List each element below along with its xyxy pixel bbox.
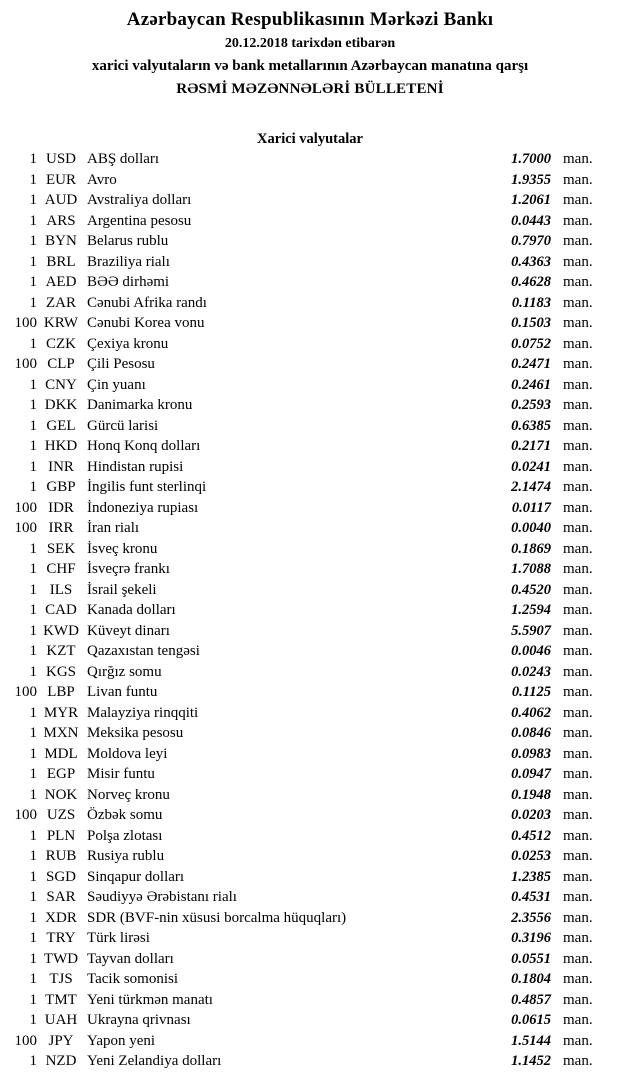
row-currency-code: NOK	[44, 786, 78, 803]
row-quantity: 100	[14, 520, 37, 536]
row-currency-code: CZK	[46, 335, 76, 352]
table-row	[0, 969, 620, 990]
row-rate: 0.0253	[511, 848, 551, 864]
row-currency-name: Çexiya kronu	[87, 335, 169, 352]
row-quantity: 1	[29, 766, 37, 782]
row-unit-label: man.	[563, 151, 593, 167]
row-rate: 0.0040	[511, 520, 551, 536]
row-rate: 1.2061	[511, 192, 551, 208]
row-currency-code: USD	[45, 151, 76, 167]
row-quantity: 1	[29, 540, 37, 557]
row-unit-label: man.	[563, 971, 593, 987]
table-row	[0, 723, 620, 744]
table-row	[0, 334, 620, 355]
row-quantity: 1	[29, 930, 37, 946]
bulletin-subtitle: xarici valyutaların və bank metallarının Azərbaycan manatına qarşı	[91, 58, 529, 74]
row-currency-code: UZS	[46, 807, 76, 823]
row-currency-name: Qırğız somu	[87, 663, 162, 680]
row-quantity: 1	[29, 848, 37, 864]
row-currency-code: AUD	[44, 192, 78, 208]
row-unit-label: man.	[563, 294, 593, 311]
row-quantity: 100	[14, 499, 37, 516]
row-currency-name: BƏƏ dirhəmi	[87, 274, 170, 290]
row-rate: 1.2385	[511, 868, 551, 885]
table-row	[0, 436, 620, 457]
table-row	[0, 190, 620, 211]
row-unit-label: man.	[563, 171, 593, 188]
row-currency-name: Meksika pesosu	[87, 725, 184, 741]
row-rate: 0.0243	[511, 663, 551, 680]
row-rate: 0.2471	[511, 356, 551, 372]
table-row	[0, 990, 620, 1011]
row-currency-code: GBP	[46, 479, 76, 495]
row-unit-label: man.	[563, 499, 593, 516]
row-currency-name: Livan funtu	[87, 684, 158, 700]
row-currency-name: Özbək somu	[87, 807, 163, 823]
row-unit-label: man.	[563, 663, 593, 680]
table-row	[0, 1051, 620, 1072]
row-quantity: 1	[29, 233, 37, 249]
row-currency-code: HKD	[44, 438, 78, 454]
row-rate: 0.4520	[511, 581, 551, 598]
row-currency-name: Ukrayna qrivnası	[87, 1012, 191, 1028]
table-row	[0, 211, 620, 232]
row-quantity: 1	[29, 274, 37, 290]
row-currency-code: GEL	[46, 417, 76, 434]
table-row	[0, 846, 620, 867]
row-unit-label: man.	[563, 233, 593, 249]
row-unit-label: man.	[563, 335, 593, 352]
table-row	[0, 805, 620, 826]
row-currency-name: SDR (BVF-nin xüsusi borcalma hüquqları)	[87, 909, 347, 926]
table-row	[0, 313, 620, 334]
row-currency-name: Kanada dolları	[87, 602, 176, 618]
row-unit-label: man.	[563, 356, 593, 372]
row-unit-label: man.	[563, 376, 593, 393]
row-quantity: 1	[29, 868, 37, 885]
row-unit-label: man.	[563, 561, 593, 577]
row-unit-label: man.	[563, 991, 593, 1008]
row-unit-label: man.	[563, 807, 593, 823]
row-currency-code: INR	[48, 458, 74, 475]
row-unit-label: man.	[563, 909, 593, 926]
row-unit-label: man.	[563, 1053, 593, 1069]
bank-name: Azərbaycan Respublikasının Mərkəzi Bankı	[126, 9, 494, 30]
row-quantity: 1	[29, 909, 37, 926]
table-row	[0, 170, 620, 191]
row-rate: 0.4531	[511, 889, 551, 905]
row-currency-code: KWD	[43, 622, 79, 639]
row-rate: 5.5907	[511, 622, 551, 639]
row-currency-name: Avro	[87, 171, 117, 188]
row-quantity: 1	[29, 458, 37, 475]
row-currency-code: TMT	[45, 991, 77, 1008]
row-unit-label: man.	[563, 315, 593, 331]
row-unit-label: man.	[563, 540, 593, 557]
row-quantity: 100	[14, 356, 37, 372]
row-unit-label: man.	[563, 438, 593, 454]
row-currency-name: Sinqapur dolları	[87, 868, 185, 885]
row-currency-name: Tacik somonisi	[87, 971, 179, 987]
row-currency-name: Küveyt dinarı	[87, 622, 170, 639]
row-currency-code: EUR	[46, 171, 76, 188]
row-unit-label: man.	[563, 397, 593, 413]
row-quantity: 1	[29, 622, 37, 639]
row-currency-name: İndoneziya rupiası	[87, 499, 199, 516]
row-currency-name: Yapon yeni	[87, 1032, 156, 1049]
row-unit-label: man.	[563, 479, 593, 495]
table-row	[0, 887, 620, 908]
row-currency-code: TWD	[43, 950, 79, 967]
table-row	[0, 375, 620, 396]
row-currency-code: ZAR	[46, 294, 76, 311]
row-rate: 0.1804	[511, 971, 551, 987]
table-row	[0, 539, 620, 560]
row-unit-label: man.	[563, 192, 593, 208]
section-title-foreign-currencies: Xarici valyutalar	[257, 131, 363, 147]
row-currency-code: CAD	[45, 602, 77, 618]
row-currency-name: Hindistan rupisi	[87, 458, 184, 475]
row-unit-label: man.	[563, 643, 593, 659]
table-row	[0, 498, 620, 519]
table-row	[0, 559, 620, 580]
row-rate: 0.4857	[511, 991, 551, 1008]
bulletin-header	[0, 0, 620, 101]
row-currency-name: Cənubi Korea vonu	[87, 315, 205, 331]
table-row	[0, 252, 620, 273]
effective-date-line: 20.12.2018 tarixdən etibarən	[224, 36, 396, 51]
row-currency-name: İsrail şekeli	[87, 581, 157, 598]
row-currency-code: EGP	[46, 766, 76, 782]
table-row	[0, 641, 620, 662]
table-row	[0, 764, 620, 785]
row-quantity: 1	[29, 745, 37, 762]
row-unit-label: man.	[563, 930, 593, 946]
table-row	[0, 867, 620, 888]
currency-table	[0, 149, 620, 1072]
table-row	[0, 908, 620, 929]
row-unit-label: man.	[563, 786, 593, 803]
row-unit-label: man.	[563, 458, 593, 475]
row-unit-label: man.	[563, 766, 593, 782]
row-quantity: 1	[29, 151, 37, 167]
table-row	[0, 395, 620, 416]
row-quantity: 1	[29, 479, 37, 495]
row-currency-name: Gürcü larisi	[87, 417, 159, 434]
row-currency-code: XDR	[45, 909, 77, 926]
row-currency-code: MDL	[44, 745, 78, 762]
row-quantity: 1	[29, 725, 37, 741]
table-row	[0, 1010, 620, 1031]
row-rate: 1.7000	[511, 151, 551, 167]
row-currency-code: TJS	[49, 971, 73, 987]
row-rate: 0.7970	[511, 233, 551, 249]
row-rate: 0.1503	[511, 315, 551, 331]
row-quantity: 1	[29, 950, 37, 967]
row-currency-code: BYN	[45, 233, 77, 249]
row-unit-label: man.	[563, 520, 593, 536]
row-rate: 1.7088	[511, 561, 551, 577]
row-currency-code: KRW	[43, 315, 79, 331]
table-row	[0, 703, 620, 724]
row-quantity: 1	[29, 1053, 37, 1069]
table-row	[0, 293, 620, 314]
table-row	[0, 149, 620, 170]
row-currency-name: Qazaxıstan tengəsi	[87, 643, 200, 659]
row-rate: 0.0046	[511, 643, 551, 659]
row-rate: 2.3556	[511, 909, 551, 926]
row-currency-code: CNY	[45, 376, 77, 393]
row-quantity: 1	[29, 192, 37, 208]
row-quantity: 100	[14, 684, 37, 700]
row-currency-name: Çili Pesosu	[87, 356, 155, 372]
row-rate: 1.2594	[511, 602, 551, 618]
row-quantity: 1	[29, 786, 37, 803]
row-rate: 0.0241	[511, 458, 551, 475]
row-rate: 0.1948	[511, 786, 551, 803]
row-currency-name: Tayvan dolları	[87, 950, 174, 967]
row-currency-name: Misir funtu	[87, 766, 155, 782]
table-row	[0, 662, 620, 683]
row-quantity: 1	[29, 438, 37, 454]
table-row	[0, 826, 620, 847]
table-row	[0, 621, 620, 642]
row-currency-code: SEK	[46, 540, 76, 557]
row-currency-code: RUB	[45, 848, 77, 864]
row-rate: 0.2171	[511, 438, 551, 454]
row-currency-code: IDR	[48, 499, 74, 516]
row-currency-name: Rusiya rublu	[87, 848, 165, 864]
row-quantity: 1	[29, 212, 37, 229]
row-quantity: 1	[29, 253, 37, 270]
bulletin-title: RƏSMİ MƏZƏNNƏLƏRİ BÜLLETENİ	[176, 81, 444, 97]
row-quantity: 1	[29, 889, 37, 905]
row-currency-code: IRR	[48, 520, 74, 536]
row-quantity: 100	[14, 807, 37, 823]
row-rate: 0.1125	[511, 684, 551, 700]
table-row	[0, 477, 620, 498]
table-row	[0, 1031, 620, 1052]
row-unit-label: man.	[563, 950, 593, 967]
row-currency-name: Belarus rublu	[87, 233, 169, 249]
row-rate: 0.2593	[511, 397, 551, 413]
row-currency-name: Braziliya rialı	[87, 253, 170, 270]
row-currency-name: Səudiyyə Ərəbistanı rialı	[87, 889, 237, 905]
row-rate: 0.4363	[511, 253, 551, 270]
row-unit-label: man.	[563, 1032, 593, 1049]
row-currency-name: İsveç kronu	[87, 540, 158, 557]
row-currency-name: Cənubi Afrika randı	[87, 294, 207, 311]
row-unit-label: man.	[563, 274, 593, 290]
table-row	[0, 272, 620, 293]
row-unit-label: man.	[563, 417, 593, 434]
row-currency-name: Danimarka kronu	[87, 397, 193, 413]
row-quantity: 1	[29, 971, 37, 987]
row-unit-label: man.	[563, 889, 593, 905]
table-row	[0, 785, 620, 806]
row-unit-label: man.	[563, 622, 593, 639]
row-rate: 0.0615	[511, 1012, 551, 1028]
row-rate: 0.4062	[511, 704, 551, 721]
row-currency-code: JPY	[48, 1032, 74, 1049]
row-currency-code: SGD	[45, 868, 76, 885]
row-currency-name: Avstraliya dolları	[87, 192, 192, 208]
row-currency-code: ARS	[46, 212, 76, 229]
row-rate: 0.0983	[511, 745, 551, 762]
row-currency-name: Malayziya rinqqiti	[87, 704, 199, 721]
row-currency-code: KZT	[46, 643, 76, 659]
row-rate: 1.1452	[511, 1053, 551, 1069]
row-currency-code: MYR	[43, 704, 79, 721]
row-quantity: 1	[29, 581, 37, 598]
row-currency-name: Yeni Zelandiya dolları	[87, 1053, 222, 1069]
row-currency-name: İran rialı	[87, 520, 140, 536]
row-currency-code: SAR	[46, 889, 76, 905]
row-currency-name: Yeni türkmən manatı	[87, 991, 213, 1008]
row-quantity: 1	[29, 335, 37, 352]
row-quantity: 1	[29, 663, 37, 680]
row-quantity: 1	[29, 376, 37, 393]
row-quantity: 100	[14, 1032, 37, 1049]
table-row	[0, 682, 620, 703]
table-row	[0, 949, 620, 970]
row-quantity: 1	[29, 1012, 37, 1028]
row-quantity: 100	[14, 315, 37, 331]
row-rate: 0.2461	[511, 376, 551, 393]
row-rate: 0.1869	[511, 540, 551, 557]
row-currency-code: KGS	[45, 663, 76, 680]
row-currency-code: BRL	[46, 253, 76, 270]
row-unit-label: man.	[563, 684, 593, 700]
row-rate: 0.0846	[511, 725, 551, 741]
row-unit-label: man.	[563, 725, 593, 741]
table-row	[0, 600, 620, 621]
row-quantity: 1	[29, 397, 37, 413]
row-currency-name: İsveçrə frankı	[87, 561, 170, 577]
row-quantity: 1	[29, 991, 37, 1008]
table-row	[0, 457, 620, 478]
row-currency-name: Moldova leyi	[87, 745, 168, 762]
row-currency-code: MXN	[43, 725, 79, 741]
row-currency-code: DKK	[44, 397, 78, 413]
table-row	[0, 231, 620, 252]
row-unit-label: man.	[563, 827, 593, 844]
table-row	[0, 518, 620, 539]
row-unit-label: man.	[563, 581, 593, 598]
row-currency-code: LBP	[47, 684, 75, 700]
row-currency-code: PLN	[46, 827, 76, 844]
row-rate: 0.6385	[511, 417, 551, 434]
table-row	[0, 928, 620, 949]
row-currency-code: TRY	[46, 930, 76, 946]
row-rate: 0.0551	[511, 950, 551, 967]
row-quantity: 1	[29, 294, 37, 311]
row-currency-name: Türk lirəsi	[87, 930, 150, 946]
row-rate: 0.0947	[511, 766, 551, 782]
row-rate: 1.9355	[511, 171, 551, 188]
row-currency-name: İngilis funt sterlinqi	[87, 479, 207, 495]
row-currency-name: Norveç kronu	[87, 786, 170, 803]
row-unit-label: man.	[563, 253, 593, 270]
row-quantity: 1	[29, 602, 37, 618]
row-quantity: 1	[29, 704, 37, 721]
row-rate: 0.0752	[511, 335, 551, 352]
row-currency-code: UAH	[44, 1012, 78, 1028]
row-unit-label: man.	[563, 848, 593, 864]
row-rate: 0.3196	[511, 930, 551, 946]
row-rate: 0.1183	[511, 294, 551, 311]
row-unit-label: man.	[563, 868, 593, 885]
row-rate: 0.0203	[511, 807, 551, 823]
row-currency-code: CHF	[46, 561, 76, 577]
row-unit-label: man.	[563, 1012, 593, 1028]
row-unit-label: man.	[563, 212, 593, 229]
row-rate: 0.0117	[511, 499, 551, 516]
row-unit-label: man.	[563, 704, 593, 721]
row-currency-name: Polşa zlotası	[87, 827, 163, 844]
row-quantity: 1	[29, 171, 37, 188]
row-quantity: 1	[29, 561, 37, 577]
row-unit-label: man.	[563, 602, 593, 618]
row-currency-name: Honq Konq dolları	[87, 438, 201, 454]
row-rate: 0.4512	[511, 827, 551, 844]
table-row	[0, 580, 620, 601]
table-row	[0, 416, 620, 437]
row-rate: 0.4628	[511, 274, 551, 290]
row-rate: 1.5144	[511, 1032, 551, 1049]
row-quantity: 1	[29, 827, 37, 844]
table-row	[0, 354, 620, 375]
row-currency-name: Argentina pesosu	[87, 212, 192, 229]
row-quantity: 1	[29, 417, 37, 434]
row-currency-code: NZD	[45, 1053, 77, 1069]
row-currency-name: Çin yuanı	[87, 376, 146, 393]
row-rate: 2.1474	[511, 479, 551, 495]
row-currency-code: AED	[45, 274, 77, 290]
row-unit-label: man.	[563, 745, 593, 762]
row-currency-code: CLP	[47, 356, 75, 372]
row-currency-code: ILS	[49, 581, 73, 598]
row-rate: 0.0443	[511, 212, 551, 229]
row-quantity: 1	[29, 643, 37, 659]
row-currency-name: ABŞ dolları	[87, 151, 160, 167]
table-row	[0, 744, 620, 765]
